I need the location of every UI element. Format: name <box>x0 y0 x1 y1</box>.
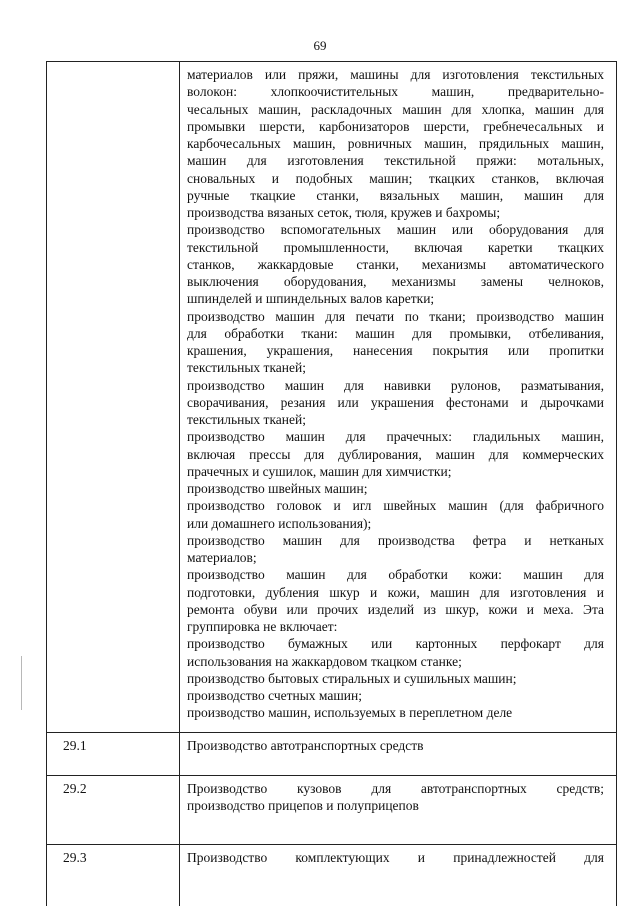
margin-mark <box>21 656 22 710</box>
description-line: использования на жаккардовом ткацком станке; <box>187 653 462 669</box>
table-row <box>47 845 616 906</box>
description-line: материалов или пряжи, машины для изготовления текстильных <box>187 67 604 82</box>
description-line: шпинделей и шпиндельных валов каретки; <box>187 291 435 307</box>
description-line: производство счетных машин; <box>187 688 362 703</box>
description-line: ремонта обуви или прочих изделий из шкур, кожи и меха. Эта <box>187 601 604 617</box>
description-line: ручные ткацкие станки, вязальных машин, машин для <box>187 187 604 203</box>
description-line: группировка не включает: <box>187 619 338 634</box>
description-line: производство машин для печати по ткани; производство машин <box>187 308 604 324</box>
column-divider <box>179 776 180 844</box>
row-description <box>187 66 604 722</box>
description-line: производство машин, используемых в переплетном деле <box>187 705 513 721</box>
row-code: 29.2 <box>63 781 87 796</box>
description-line: Производство автотранспортных средств <box>187 738 424 753</box>
description-line: или домашнего использования); <box>187 515 372 531</box>
description-line: производство прицепов и полуприцепов <box>187 798 419 814</box>
column-divider <box>179 733 180 775</box>
description-line: включая прессы для дублирования, машин для коммерческих <box>187 446 604 462</box>
description-line: производство машин для прачечных: гладильных машин, <box>187 429 604 445</box>
description-line: выключения оборудования, механизмы замены челноков, <box>187 274 604 289</box>
page-number: 69 <box>313 38 327 53</box>
table-row <box>47 776 616 845</box>
description-line: производство машин для навивки рулонов, разматывания, <box>187 377 604 393</box>
description-line: станков, жаккардовые станки, механизмы автоматического <box>187 256 604 272</box>
description-line: сновальных и подобных машин; ткацких станков, включая <box>187 170 604 186</box>
description-line: производства вязаных сеток, тюля, кружев и бахромы; <box>187 205 501 220</box>
description-line: подготовки, дубления шкур и кожи, машин для изготовления и <box>187 584 604 600</box>
description-line: сворачивания, резания или украшения фестонами и дырочками <box>187 394 604 410</box>
description-line: машин для изготовления текстильной пряжи: мотальных, <box>187 153 604 169</box>
description-line: прачечных и сушилок, машин для химчистки; <box>187 463 452 479</box>
description-line: материалов; <box>187 550 257 565</box>
description-line: для обработки ткани: машин для промывки, отбеливания, <box>187 325 604 341</box>
description-line: Производство кузовов для автотранспортных средств; <box>187 781 604 796</box>
column-divider <box>179 62 180 732</box>
description-line: производство машин для производства фетра и нетканых <box>187 532 604 548</box>
row-description <box>187 780 604 815</box>
description-line: производство бытовых стиральных и сушильных машин; <box>187 670 517 686</box>
description-line: крашения, украшения, нанесения покрытия или пропитки <box>187 343 604 358</box>
description-line: промывки шерсти, карбонизаторов шерсти, гребнечесальных и <box>187 118 604 134</box>
description-line: текстильной промышленности, включая каретки ткацких <box>187 239 604 255</box>
description-line: производство бумажных или картонных перфокарт для <box>187 636 604 652</box>
row-code: 29.3 <box>63 850 87 865</box>
description-line: Производство комплектующих и принадлежностей для <box>187 850 604 865</box>
description-line: производство машин для обработки кожи: машин для <box>187 567 604 583</box>
description-line: чесальных машин, раскладочных машин для хлопка, машин для <box>187 101 604 117</box>
description-line: карбочесальных машин, ровничных машин, прядильных машин, <box>187 136 604 151</box>
description-line: производство головок и игл швейных машин (для фабричного <box>187 498 604 514</box>
classification-table <box>46 61 617 906</box>
row-description <box>187 737 604 754</box>
column-divider <box>179 845 180 906</box>
description-line: текстильных тканей; <box>187 412 306 427</box>
table-row <box>47 733 616 776</box>
table-row <box>47 62 616 733</box>
description-line: текстильных тканей; <box>187 360 306 376</box>
description-line: волокон: хлопкоочистительных машин, предварительно- <box>187 84 604 100</box>
row-description <box>187 849 604 866</box>
description-line: производство вспомогательных машин или оборудования для <box>187 222 604 238</box>
description-line: производство швейных машин; <box>187 481 368 496</box>
row-code: 29.1 <box>63 738 87 753</box>
